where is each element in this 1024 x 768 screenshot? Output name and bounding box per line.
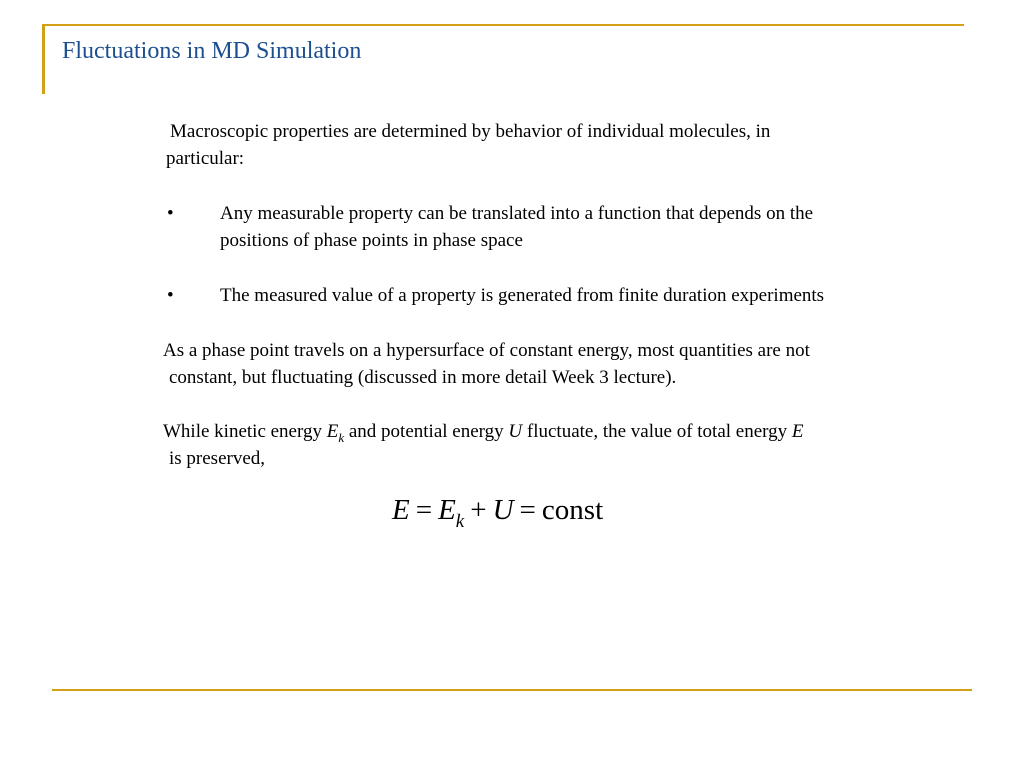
para3-symbol-E-total: E: [791, 421, 804, 442]
intro-line-1: Macroscopic properties are determined by behavior of individual molecules, in: [170, 121, 771, 142]
eq-equals-1: =: [415, 494, 433, 526]
eq-Ek: E: [438, 494, 456, 526]
intro-line-2: particular:: [166, 148, 245, 169]
frame-vertical-rule: [42, 24, 45, 94]
para3-text-b: and potential energy: [344, 421, 509, 442]
frame-top-rule: [42, 24, 964, 26]
paragraph-2-line-2: constant, but fluctuating (discussed in more detail Week 3 lecture).: [169, 367, 677, 388]
para3-symbol-E: E: [326, 421, 339, 442]
bullet-2-marker: •: [167, 285, 174, 306]
para3-text-c: fluctuate, the value of total energy: [522, 421, 792, 442]
bullet-1-marker: •: [167, 203, 174, 224]
eq-const: const: [541, 494, 604, 526]
paragraph-2-line-1: As a phase point travels on a hypersurface of constant energy, most quantities are not: [163, 340, 810, 361]
bullet-1-line-1: Any measurable property can be translated into a function that depends on the: [220, 203, 814, 224]
slide-title: Fluctuations in MD Simulation: [62, 38, 362, 64]
para3-symbol-U: U: [508, 421, 523, 442]
eq-equals-2: =: [519, 494, 536, 526]
eq-E: E: [392, 494, 410, 526]
energy-equation: [392, 494, 603, 533]
eq-U: U: [492, 494, 514, 526]
eq-subscript-k: k: [455, 511, 465, 532]
para3-subscript-k: k: [338, 429, 345, 445]
para3-text-a: While kinetic energy: [163, 421, 327, 442]
eq-plus: +: [470, 494, 487, 526]
footer-rule: [52, 689, 972, 691]
paragraph-3-line-2: is preserved,: [169, 448, 266, 469]
bullet-2-line-1: The measured value of a property is generated from finite duration experiments: [220, 285, 825, 306]
bullet-1-line-2: positions of phase points in phase space: [220, 230, 523, 251]
